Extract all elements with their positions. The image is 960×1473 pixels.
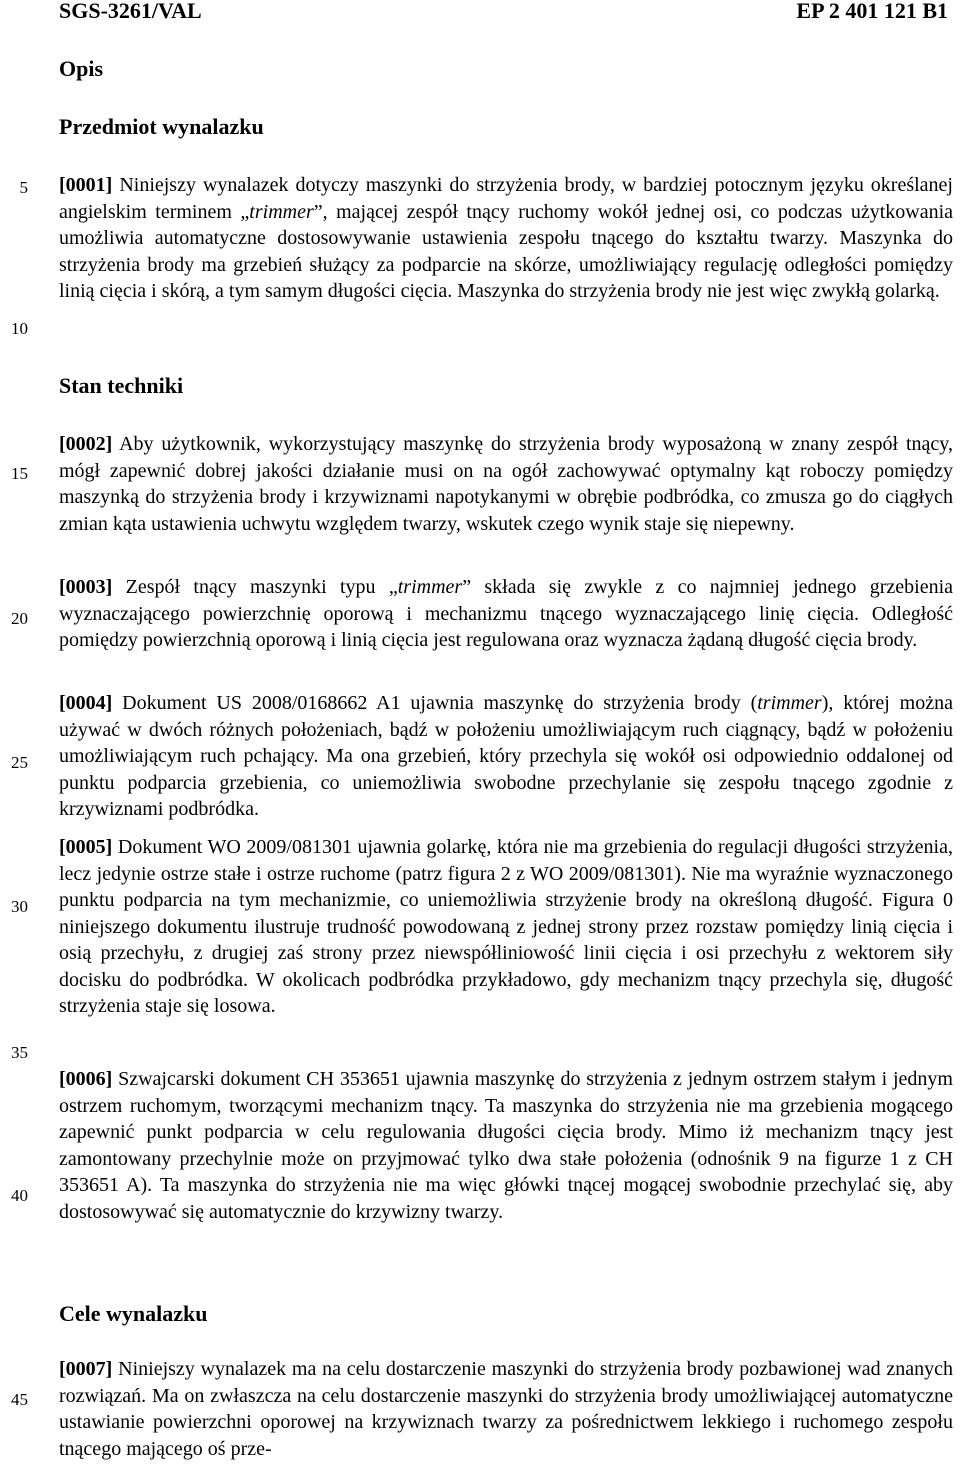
paragraph-number: [0007] [59,1358,113,1380]
paragraph-number: [0006] [59,1068,113,1090]
line-number: 25 [11,753,28,772]
line-number: 40 [11,1186,28,1205]
line-number: 10 [11,319,28,338]
paragraph-number: [0002] [59,433,113,455]
line-number: 5 [19,178,28,197]
paragraph-number: [0001] [59,174,113,196]
section-heading-stan: Stan techniki [59,373,184,398]
line-number: 45 [11,1390,28,1409]
line-number: 20 [11,609,28,628]
paragraph-number: [0004] [59,692,113,714]
paragraph-0005: [0005] Dokument WO 2009/081301 ujawnia golarkę, która nie ma grzebienia do regulacji długości strzyżenia, lecz jedynie ostrze stałe i ostrze ruchome (patrz figura 2 z WO 2009/081301). Nie ma wyraźnie wyznaczonego punktu podparcia na tym mechanizmie, co uniemożliwia strzyżenie brody na określoną długość. Figura 0 niniejszego dokumentu ilustruje trudność powodowaną z jednej strony przez rozstaw pomiędzy linią cięcia i osią przechyłu, z drugiej zaś strony przez niewspółliniowość linii cięcia i osi przechyłu z wektorem siły docisku do podbródka. W okolicach podbródka przykładowo, gdy mechanizm tnący przechyla się, długość strzyżenia staje się losowa. [59,836,953,1017]
paragraph-0007: [0007] Niniejszy wynalazek ma na celu dostarczenie maszynki do strzyżenia brody pozbawionej wad znanych rozwiązań. Ma on zwłaszcza na celu dostarczenie maszynki do strzyżenia brody umożliwiającej automatyczne ustawianie powierzchni oporowej na krzywiznach twarzy za pośrednictwem lekkiego i ruchomego zespołu tnącego mającego oś prze- [59,1358,953,1460]
paragraph-number: [0003] [59,576,113,598]
line-number: 15 [11,464,28,483]
line-number: 35 [11,1043,28,1062]
paragraph-0006: [0006] Szwajcarski dokument CH 353651 ujawnia maszynkę do strzyżenia z jednym ostrzem stałym i jednym ostrzem ruchomym, tworzącymi mechanizm tnący. Ta maszynka do strzyżenia nie ma grzebienia mogącego zapewnić punkt podparcia w celu regulowania długości cięcia brody. Mimo iż mechanizm tnący jest zamontowany przechylnie może on przyjmować tylko dwa stałe położenia (odnośnik 9 na figurze 1 z CH 353651 A). Ta maszynka do strzyżenia nie ma więc główki tnącej mogącej swobodnie przechylać się, aby dostosowywać się automatycznie do krzywizny twarzy. [59,1068,953,1223]
paragraph-0003: [0003] Zespół tnący maszynki typu „trimmer” składa się zwykle z co najmniej jednego grzebienia wyznaczającego powierzchnię oporową i mechanizmu tnącego wyznaczającego linię cięcia. Odległość pomiędzy powierzchnią oporową i linią cięcia jest regulowana oraz wyznacza żądaną długość cięcia brody. [59,576,953,651]
paragraph-0004: [0004] Dokument US 2008/0168662 A1 ujawnia maszynkę do strzyżenia brody (trimmer), której można używać w dwóch różnych położeniach, bądź w położeniu umożliwiającym ruch ciągnący, bądź w położeniu umożliwiającym ruch pchający. Ma ona grzebień, który przechyla się wokół osi odpowiednio oddalonej od punktu podparcia grzebienia, co uniemożliwia swobodne przechylanie się zespołu tnącego zgodnie z krzywiznami podbródka. [59,692,953,820]
patent-number: EP 2 401 121 B1 [796,0,948,23]
document-reference: SGS-3261/VAL [59,0,202,23]
paragraph-0002: [0002] Aby użytkownik, wykorzystujący maszynkę do strzyżenia brody wyposażoną w znany zespół tnący, mógł zapewnić dobrej jakości działanie musi on na ogół zachowywać optymalny kąt roboczy pomiędzy maszynką do strzyżenia brody i krzywiznami napotykanymi w obrębie podbródka, co zmusza go do ciągłych zmian kąta ustawienia uchwytu względem twarzy, wskutek czego wynik staje się niepewny. [59,433,953,535]
line-number: 30 [11,897,28,916]
paragraph-number: [0005] [59,836,113,858]
paragraph-0001: [0001] Niniejszy wynalazek dotyczy maszynki do strzyżenia brody, w bardziej potocznym języku określanej angielskim terminem „trimmer”, mającej zespół tnący ruchomy wokół jednej osi, co podczas użytkowania umożliwia automatyczne dostosowywanie ustawienia zespołu tnącego do kształtu twarzy. Maszynka do strzyżenia brody ma grzebień służący za podparcie na skórze, umożliwiający regulację odległości pomiędzy linią cięcia i skórą, a tym samym długości cięcia. Maszynka do strzyżenia brody nie jest więc zwykłą golarką. [59,174,954,302]
section-heading-opis: Opis [59,56,104,81]
section-heading-przedmiot: Przedmiot wynalazku [59,114,264,139]
section-heading-cele: Cele wynalazku [59,1301,208,1326]
